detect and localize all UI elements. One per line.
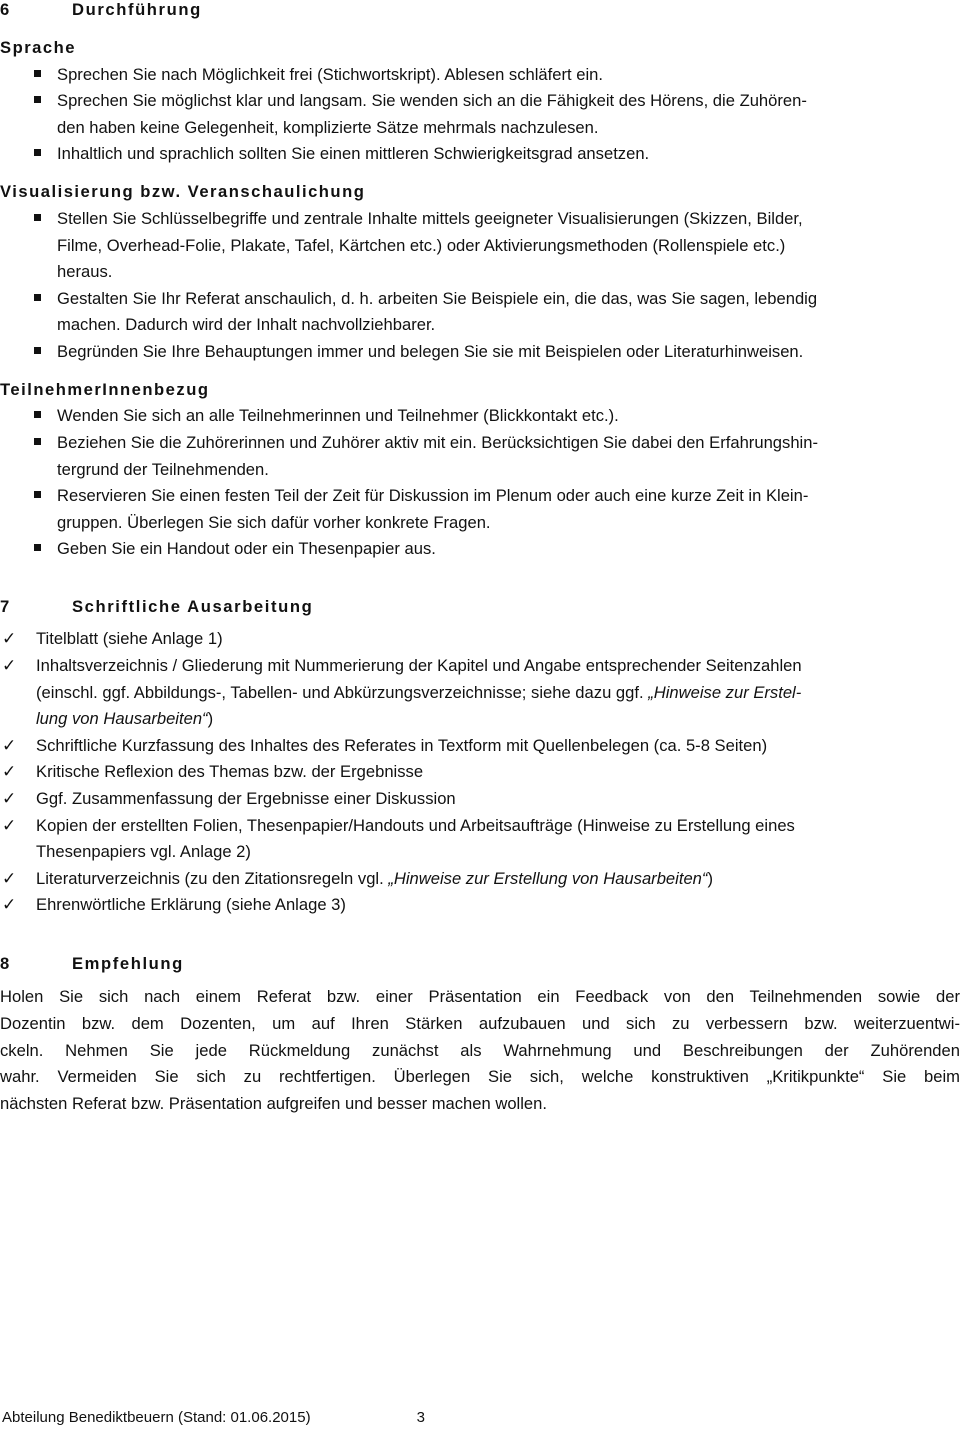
checklist-item: [0, 866, 960, 893]
text-line: [57, 233, 960, 260]
text-line: [57, 510, 960, 537]
section-7: [0, 594, 960, 919]
page-number: 3: [416, 1409, 425, 1426]
subsection-heading: Visualisierung bzw. Veranschaulichung: [0, 182, 366, 202]
text-segment: gruppen. Überlegen Sie sich dafür vorher konkrete Fragen.: [57, 512, 491, 532]
square-bullet-icon: [34, 544, 41, 551]
text-line: [36, 733, 960, 760]
paragraph-line: Dozentin bzw. dem Dozenten, um auf Ihren Stärken aufzubauen und sich zu verbessern bzw. weiterzuentwi-: [0, 1013, 960, 1033]
text-segment: Reservieren Sie einen festen Teil der Zeit für Diskussion im Plenum oder auch eine kurze Zeit in Klein-: [57, 486, 809, 506]
text-segment: Filme, Overhead-Folie, Plakate, Tafel, Kärtchen etc.) oder Aktivierungsmethoden (Rollenspiele etc.): [57, 235, 786, 255]
text-segment: Geben Sie ein Handout oder ein Thesenpapier aus.: [57, 539, 436, 559]
text-segment: Inhaltsverzeichnis / Gliederung mit Nummerierung der Kapitel und Angabe entsprechender Seitenzahlen: [36, 656, 802, 676]
bullet-list: [0, 403, 960, 563]
square-bullet-icon: [34, 214, 41, 221]
subsection-heading: Sprache: [0, 37, 76, 57]
text-line: [57, 141, 960, 168]
section-number: 7: [0, 597, 11, 617]
text-line: [36, 759, 960, 786]
section-title: Durchführung: [72, 0, 202, 19]
text-segment: Titelblatt (siehe Anlage 1): [36, 629, 223, 649]
list-item: [0, 286, 960, 339]
checkmark-icon: ✓: [2, 629, 17, 649]
list-item: [0, 88, 960, 141]
bullet-list: [0, 206, 960, 366]
text-segment: lung von Hausarbeiten“: [36, 709, 208, 729]
text-segment: Beziehen Sie die Zuhörerinnen und Zuhörer aktiv mit ein. Berücksichtigen Sie dabei den Erfahrungshin-: [57, 433, 818, 453]
section-heading: [0, 951, 960, 978]
text-segment: Ehrenwörtliche Erklärung (siehe Anlage 3): [36, 895, 346, 915]
paragraph-line: ckeln. Nehmen Sie jede Rückmeldung zunächst als Wahrnehmung und Beschreibungen der Zuhörenden: [0, 1040, 960, 1060]
checkmark-icon: ✓: [2, 815, 17, 835]
text-segment: Kritische Reflexion des Themas bzw. der Ergebnisse: [36, 762, 424, 782]
text-line: [57, 339, 960, 366]
text-segment: Thesenpapiers vgl. Anlage 2): [36, 842, 251, 862]
text-segment: Wenden Sie sich an alle Teilnehmerinnen und Teilnehmer (Blickkontakt etc.).: [57, 406, 619, 426]
text-segment: (einschl. ggf. Abbildungs-, Tabellen- und Abkürzungsverzeichnisse; siehe dazu ggf.: [36, 682, 649, 702]
text-line: [36, 706, 960, 733]
checklist-item: [0, 653, 960, 733]
bullet-list: [0, 62, 960, 168]
list-item: [0, 206, 960, 286]
text-line: [36, 813, 960, 840]
text-line: [36, 653, 960, 680]
paragraph-line: Holen Sie sich nach einem Referat bzw. einer Präsentation ein Feedback von den Teilnehmenden sowie der: [0, 987, 960, 1007]
section-number: 6: [0, 0, 11, 19]
text-line: [36, 680, 960, 707]
section-title: Empfehlung: [72, 954, 184, 974]
text-segment: „Hinweise zur Erstel-: [648, 682, 802, 702]
list-item: [0, 339, 960, 366]
text-segment: Begründen Sie Ihre Behauptungen immer und belegen Sie sie mit Beispielen oder Literaturhinweisen.: [57, 341, 804, 361]
text-line: [57, 536, 960, 563]
text-line: [57, 115, 960, 142]
list-item: [0, 483, 960, 536]
text-segment: tergrund der Teilnehmenden.: [57, 459, 269, 479]
text-segment: Kopien der erstellten Folien, Thesenpapier/Handouts und Arbeitsaufträge (Hinweise zu Erstellung eines: [36, 815, 795, 835]
section-6: [0, 0, 960, 563]
text-line: [36, 839, 960, 866]
text-segment: Sprechen Sie nach Möglichkeit frei (Stichwortskript). Ablesen schläfert ein.: [57, 64, 603, 84]
list-item: [0, 536, 960, 563]
text-line: [57, 403, 960, 430]
text-line: [57, 483, 960, 510]
list-item: [0, 430, 960, 483]
checklist-item: [0, 786, 960, 813]
text-line: [57, 457, 960, 484]
subsection-heading: TeilnehmerInnenbezug: [0, 379, 210, 399]
text-segment: Schriftliche Kurzfassung des Inhaltes des Referates in Textform mit Quellenbelegen (ca. 5-8 Seiten): [36, 735, 768, 755]
text-line: [36, 892, 960, 919]
text-line: [57, 88, 960, 115]
square-bullet-icon: [34, 70, 41, 77]
checkmark-icon: ✓: [2, 762, 17, 782]
section-heading: [0, 594, 960, 621]
recommendation-paragraph: [0, 984, 960, 1117]
text-segment: heraus.: [57, 262, 113, 282]
list-item: [0, 403, 960, 430]
checklist-item: [0, 892, 960, 919]
section-number: 8: [0, 954, 11, 974]
text-line: [36, 786, 960, 813]
square-bullet-icon: [34, 347, 41, 354]
square-bullet-icon: [34, 491, 41, 498]
text-line: [57, 259, 960, 286]
paragraph-line: nächsten Referat bzw. Präsentation aufgreifen und besser machen wollen.: [0, 1093, 548, 1113]
square-bullet-icon: [34, 411, 41, 418]
checkmark-icon: ✓: [2, 868, 17, 888]
text-segment: Literaturverzeichnis (zu den Zitationsregeln vgl.: [36, 868, 389, 888]
checklist-item: [0, 733, 960, 760]
square-bullet-icon: [34, 96, 41, 103]
section-title: Schriftliche Ausarbeitung: [72, 597, 314, 617]
text-line: [57, 312, 960, 339]
text-line: [57, 430, 960, 457]
list-item: [0, 141, 960, 168]
text-segment: machen. Dadurch wird der Inhalt nachvollziehbarer.: [57, 315, 436, 335]
text-line: [36, 626, 960, 653]
square-bullet-icon: [34, 149, 41, 156]
checkmark-icon: ✓: [2, 735, 17, 755]
text-line: [36, 866, 960, 893]
checklist-item: [0, 759, 960, 786]
checklist: [0, 626, 960, 919]
checkmark-icon: ✓: [2, 656, 17, 676]
text-segment: Gestalten Sie Ihr Referat anschaulich, d. h. arbeiten Sie Beispiele ein, die das, was Sie sagen, lebendig: [57, 288, 818, 308]
text-segment: Inhaltlich und sprachlich sollten Sie einen mittleren Schwierigkeitsgrad ansetzen.: [57, 144, 650, 164]
text-segment: ): [707, 868, 713, 888]
text-line: [57, 286, 960, 313]
square-bullet-icon: [34, 294, 41, 301]
square-bullet-icon: [34, 438, 41, 445]
checkmark-icon: ✓: [2, 895, 17, 915]
paragraph-line: wahr. Vermeiden Sie sich zu rechtfertigen. Überlegen Sie sich, welche konstruktiven „Kritikpunkte“ Sie beim: [0, 1067, 960, 1087]
text-line: [57, 62, 960, 89]
list-item: [0, 62, 960, 89]
text-segment: Stellen Sie Schlüsselbegriffe und zentrale Inhalte mittels geeigneter Visualisierungen (Skizzen, Bilder,: [57, 208, 803, 228]
text-segment: Sprechen Sie möglichst klar und langsam. Sie wenden sich an die Fähigkeit des Hörens, die Zuhören-: [57, 91, 807, 111]
section-8: [0, 951, 960, 1117]
text-segment: den haben keine Gelegenheit, komplizierte Sätze mehrmals nachzulesen.: [57, 117, 599, 137]
page-footer: [2, 1406, 425, 1430]
section-heading: [0, 0, 960, 24]
text-segment: Ggf. Zusammenfassung der Ergebnisse einer Diskussion: [36, 788, 456, 808]
text-line: [57, 206, 960, 233]
checkmark-icon: ✓: [2, 788, 17, 808]
text-segment: „Hinweise zur Erstellung von Hausarbeiten“: [388, 868, 708, 888]
footer-text: Abteilung Benediktbeuern (Stand: 01.06.2015): [2, 1409, 311, 1426]
text-segment: ): [207, 709, 214, 729]
checklist-item: [0, 813, 960, 866]
checklist-item: [0, 626, 960, 653]
